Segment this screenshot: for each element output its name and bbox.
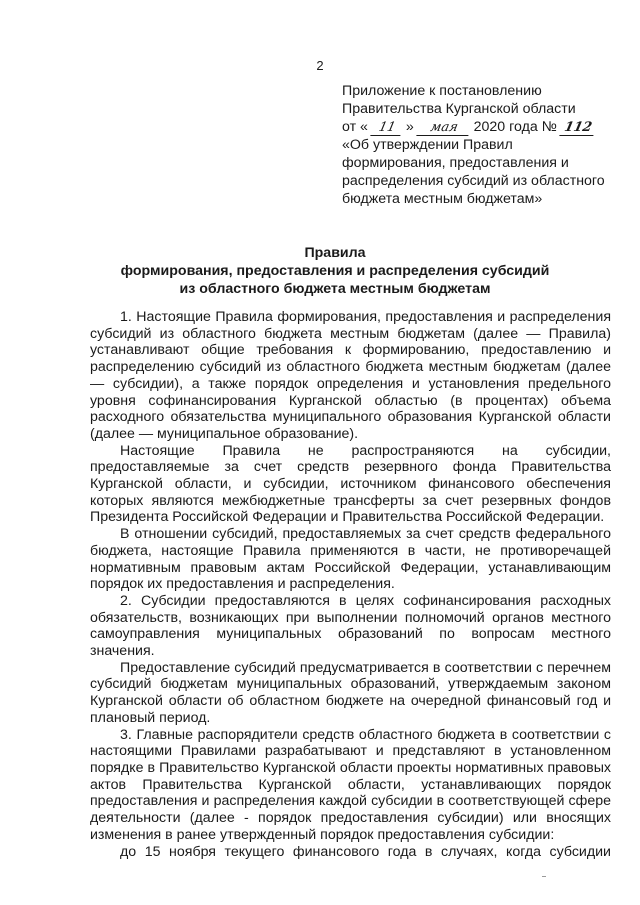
paragraph-4: 2. Субсидии предоставляются в целях софинансирования расходных обязательств, возникающих при выполнении полномочий органов местного самоуправления муниципальных образований по вопросам местного значения. <box>90 592 611 660</box>
appendix-subject: «Об утверждении Правил формирования, предоставления и распределения субсидий из областного бюджета местным бюджетам» <box>342 137 605 207</box>
title-line-3: из областного бюджета местным бюджетам <box>179 281 491 297</box>
paragraph-7: до 15 ноября текущего финансового года в случаях, когда субсидии <box>120 843 611 860</box>
document-title <box>70 244 600 298</box>
title-line-1: Правила <box>304 245 366 261</box>
paragraph-1: 1. Настоящие Правила формирования, предоставления и распределения субсидий из областного бюджета местным бюджетам (далее — Правила) устанавливают общие требования к формированию, предоставлению и распределению субсидий из областного бюджета местным бюджетам (далее — субсидии), а также порядок определения и установления предельного уровня софинансирования Курганской областью (в процентах) объема расходного обязательства муниципального образования Курганской области (далее — муниципальное образование). <box>90 309 611 442</box>
scan-mark <box>542 876 546 877</box>
appendix-block <box>342 82 612 208</box>
appendix-line-2: Правительства Курганской области <box>342 101 576 117</box>
date-prefix: от « <box>342 119 368 135</box>
body-text <box>90 309 611 860</box>
date-year: 2020 года № <box>473 119 557 135</box>
paragraph-2: Настоящие Правила не распространяются на субсидии, предоставляемые за счет средств резервного фонда Правительства Курганской области, и субсидии, источником финансового обеспечения которых являются межбюджетные трансферты за счет резервных фондов Президента Российской Федерации и Правительства Российской Федерации. <box>90 442 611 526</box>
appendix-line-1: Приложение к постановлению <box>342 83 542 99</box>
handwritten-day: 11 <box>370 120 403 136</box>
paragraph-3: В отношении субсидий, предоставляемых за счет средств федерального бюджета, настоящие Правила применяются в части, не противоречащей нормативным правовым актам Российской Федерации, устанавливающим порядок их предоставления и распределения. <box>90 526 611 593</box>
paragraph-6: 3. Главные распорядители средств областного бюджета в соответствии с настоящими Правилами разрабатывают и представляют в установленном порядке в Правительство Курганской области проекты нормативных правовых актов Правительства Курганской области, устанавливающих порядок предоставления и распределения каждой субсидии в соответствующей сфере деятельности (далее - порядок предоставления субсидии) или вносящих изменения в ранее утвержденный порядок предоставления субсидии: <box>90 726 611 843</box>
paragraph-5: Предоставление субсидий предусматривается в соответствии с перечнем субсидий бюджетам муниципальных образований, утверждаемым законом Курганской области об областном бюджете на очередной финансовый год и плановый период. <box>90 659 611 726</box>
title-line-2: формирования, предоставления и распределения субсидий <box>120 263 550 279</box>
handwritten-month: мая <box>416 120 471 136</box>
page-number: 2 <box>316 58 324 73</box>
appendix-date-line <box>342 118 612 136</box>
handwritten-doc-number: 112 <box>559 120 596 136</box>
date-mid: » <box>405 119 414 135</box>
